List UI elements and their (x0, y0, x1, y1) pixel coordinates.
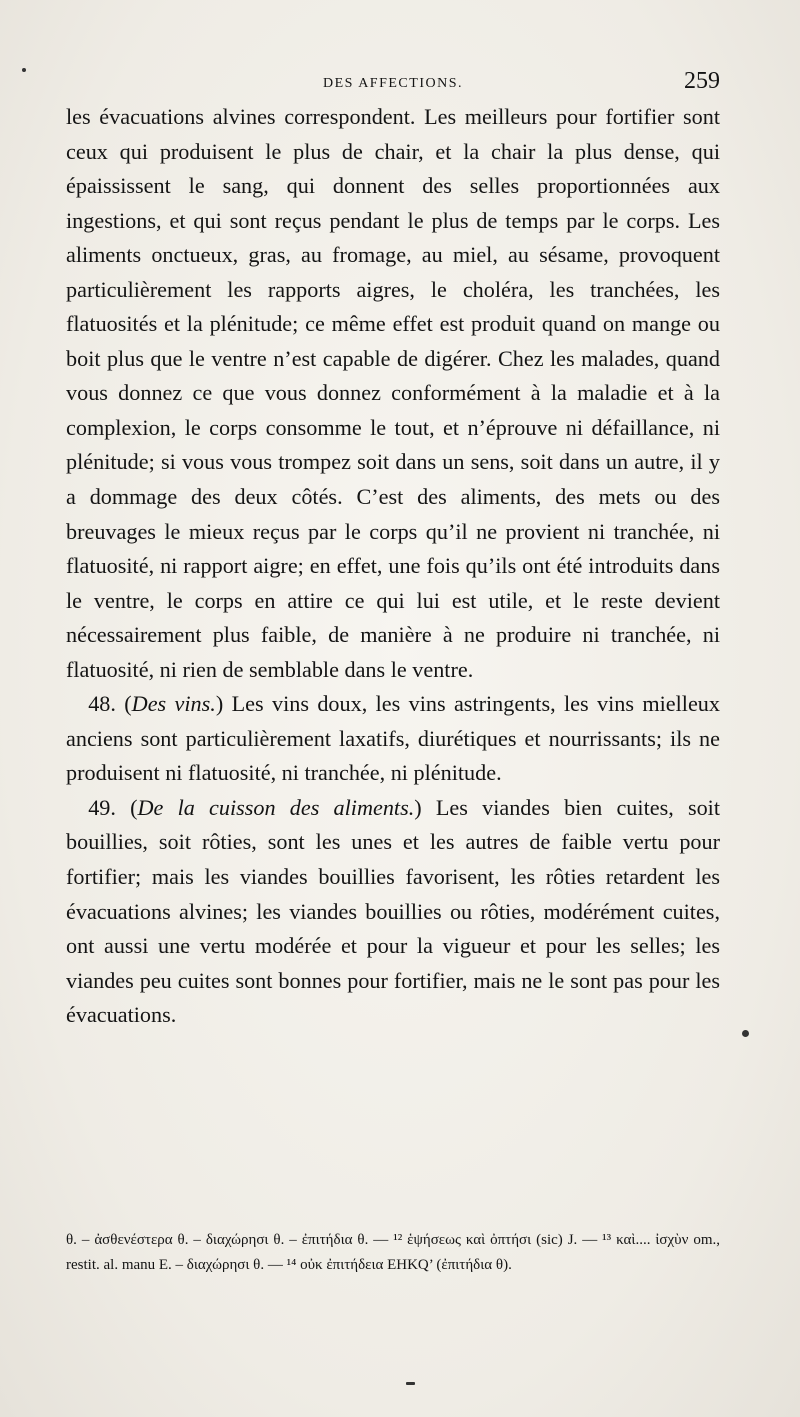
running-head (66, 62, 720, 102)
footnotes: θ. – ἀσθενέστερα θ. – διαχώρησι θ. – ἐπιτήδια θ. — ¹² ἑψήσεως καὶ ὀπτήσι (sic) J. — ¹³ καὶ.... ἰσχὺν om., restit. al. manu E. – διαχώρησι θ. — ¹⁴ οὐκ ἐπιτήδεια EHKQ’ (ἐπιτήδια θ). (66, 1232, 720, 1273)
section-text: Les viandes bien cuites, soit bouillies, soit rôties, sont les unes et les autres de faible vertu pour fortifier; mais les viandes bouillies favorisent, les rôties retardent les évacuations alvines; les viandes bouillies ou rôties, modérément cuites, ont aussi une vertu modérée et pour la vigueur et pour les selles; les viandes peu cuites sont bonnes pour fortifier, mais ne le sont pas pour les évacuations. (66, 794, 721, 1028)
running-title: DES AFFECTIONS. (323, 76, 463, 91)
page-number: 259 (684, 68, 720, 94)
paragraph-continuation: les évacuations alvines correspondent. Les meilleurs pour fortifier sont ceux qui produisent le plus de chair, et la chair la plus dense, qui épaississent le sang, qui donnent des selles proportionnées aux ingestions, et qui sont reçus pendant le plus de temps par le corps. Les aliments onctueux, gras, au fromage, au miel, au sésame, provoquent particulièrement les rapports aigres, le choléra, les tranchées, les flatuosités et la plénitude; ce même effet est produit quand on mange ou boit plus que le ventre n’est capable de digérer. Chez les malades, quand vous donnez ce que vous donnez conformément à la maladie et à la complexion, le corps consomme le tout, et n’éprouve ni défaillance, ni plénitude; si vous vous trompez soit dans un sens, soit dans un autre, il y a dommage des deux côtés. C’est des aliments, des mets ou des breuvages le mieux reçus par le corps qu’il ne provient ni tranchée, ni flatuosité, ni rapport aigre; en effet, une fois qu’ils ont été introduits dans le ventre, le corps en attire ce qui lui est utile, et le reste devient nécessairement plus faible, de manière à ne produire ni tranchée, ni flatuosité, ni rien de semblable dans le ventre. (66, 104, 720, 682)
section-title: Des vins. (131, 691, 216, 717)
section-number: 48. (88, 691, 116, 717)
body-text (66, 100, 720, 1033)
section-title: De la cuisson des aliments. (137, 794, 415, 820)
print-speck (742, 1030, 749, 1037)
section-49: 49. (De la cuisson des aliments.) Les viandes bien cuites, soit bouillies, soit rôties, sont les unes et les autres de faible vertu pour fortifier; mais les viandes bouillies favorisent, les rôties retardent les évacuations alvines; les viandes bouillies ou rôties, modérément cuites, ont aussi une vertu modérée et pour la vigueur et pour les selles; les viandes peu cuites sont bonnes pour fortifier, mais ne le sont pas pour les évacuations. (66, 794, 721, 1028)
section-text: Les vins doux, les vins astringents, les vins mielleux anciens sont particulièrement laxatifs, diurétiques et nourrissants; ils ne produisent ni flatuosité, ni tranchée, ni plénitude. (66, 691, 720, 786)
print-speck (406, 1382, 415, 1385)
print-speck (22, 68, 26, 72)
section-48: 48. (Des vins.) Les vins doux, les vins astringents, les vins mielleux anciens sont particulièrement laxatifs, diurétiques et nourrissants; ils ne produisent ni flatuosité, ni tranchée, ni plénitude. (66, 691, 720, 786)
section-number: 49. (88, 794, 116, 820)
